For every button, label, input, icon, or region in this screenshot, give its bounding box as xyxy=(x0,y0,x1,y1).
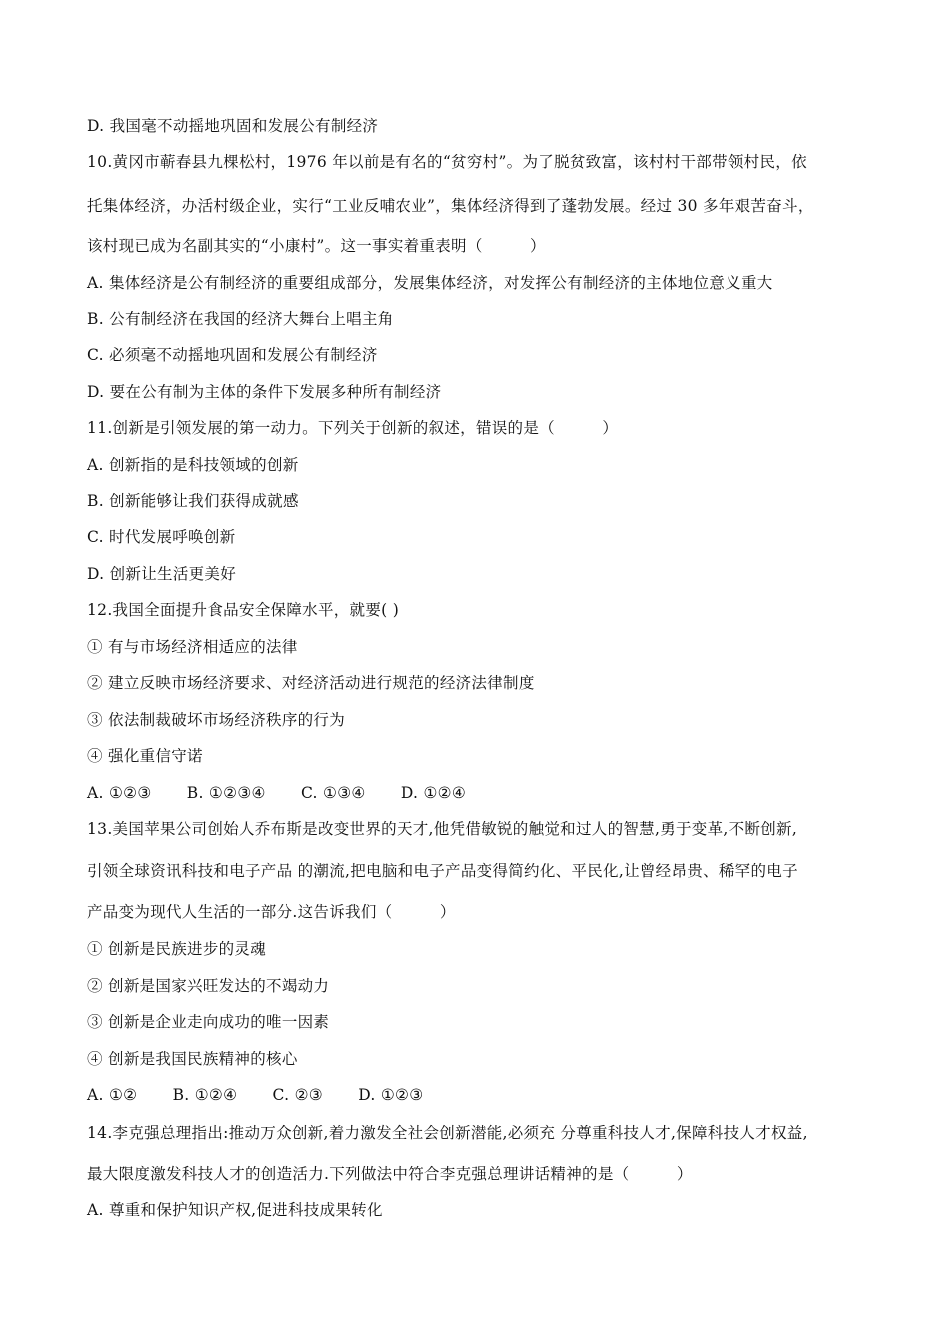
q13-item-2: ② 创新是国家兴旺发达的不竭动力 xyxy=(87,977,330,995)
q14-stem-line-2: 最大限度激发科技人才的创造活力.下列做法中符合李克强总理讲话精神的是（ ） xyxy=(87,1165,693,1183)
q9-option-d: D. 我国毫不动摇地巩固和发展公有制经济 xyxy=(87,117,379,135)
q13-option-d: D. ①②③ xyxy=(358,1086,424,1104)
q13-option-b: B. ①②④ xyxy=(172,1086,238,1104)
q12-option-d: D. ①②④ xyxy=(400,784,467,802)
q10-option-d: D. 要在公有制为主体的条件下发展多种所有制经济 xyxy=(87,383,442,401)
q13-item-3: ③ 创新是企业走向成功的唯一因素 xyxy=(87,1013,330,1031)
q13-options xyxy=(87,1085,453,1105)
q12-option-b: B. ①②③④ xyxy=(186,784,266,802)
q13-stem-line-1: 13.美国苹果公司创始人乔布斯是改变世界的天才,他凭借敏锐的触觉和过人的智慧,勇于变革,不断创新, xyxy=(87,820,798,838)
q13-option-c: C. ②③ xyxy=(272,1086,323,1104)
q12-option-c: C. ①③④ xyxy=(300,784,366,802)
q13-stem-line-3: 产品变为现代人生活的一部分.这告诉我们（ ） xyxy=(87,903,456,921)
q11-option-c: C. 时代发展呼唤创新 xyxy=(87,528,236,546)
q13-option-a: A. ①② xyxy=(87,1086,138,1104)
q10-option-c: C. 必须毫不动摇地巩固和发展公有制经济 xyxy=(87,346,378,364)
q12-item-2: ② 建立反映市场经济要求、对经济活动进行规范的经济法律制度 xyxy=(87,674,535,692)
q10-option-b: B. 公有制经济在我国的经济大舞台上唱主角 xyxy=(87,310,394,328)
q10-stem-line-1: 10.黄冈市蕲春县九棵松村，1976 年以前是有名的“贫穷村”。为了脱贫致富，该村村干部带领村民，依 xyxy=(87,153,807,171)
q11-option-d: D. 创新让生活更美好 xyxy=(87,565,237,583)
q13-stem-line-2: 引领全球资讯科技和电子产品 的潮流,把电脑和电子产品变得简约化、平民化,让曾经昂贵、稀罕的电子 xyxy=(87,862,798,880)
q10-stem-line-2: 托集体经济，办活村级企业，实行“工业反哺农业”，集体经济得到了蓬勃发展。经过 30 多年艰苦奋斗， xyxy=(87,197,814,215)
q12-item-4: ④ 强化重信守诺 xyxy=(87,747,203,765)
q14-stem-line-1: 14.李克强总理指出:推动万众创新,着力激发全社会创新潜能,必须充 分尊重科技人才,保障科技人才权益, xyxy=(87,1124,808,1142)
q14-option-a: A. 尊重和保护知识产权,促进科技成果转化 xyxy=(87,1201,383,1219)
q11-stem: 11.创新是引领发展的第一动力。下列关于创新的叙述，错误的是（ ） xyxy=(87,419,619,437)
q12-item-1: ① 有与市场经济相适应的法律 xyxy=(87,638,298,656)
q12-stem: 12.我国全面提升食品安全保障水平，就要( ) xyxy=(87,601,400,619)
q12-option-a: A. ①②③ xyxy=(87,784,152,802)
q13-item-1: ① 创新是民族进步的灵魂 xyxy=(87,940,267,958)
q10-option-a: A. 集体经济是公有制经济的重要组成部分，发展集体经济，对发挥公有制经济的主体地位意义重大 xyxy=(87,274,773,292)
q12-item-3: ③ 依法制裁破坏市场经济秩序的行为 xyxy=(87,711,346,729)
q12-options xyxy=(87,783,496,803)
q11-option-b: B. 创新能够让我们获得成就感 xyxy=(87,492,299,510)
q10-stem-line-3: 该村现已成为名副其实的“小康村”。这一事实着重表明（ ） xyxy=(87,237,546,255)
q13-item-4: ④ 创新是我国民族精神的核心 xyxy=(87,1050,298,1068)
q11-option-a: A. 创新指的是科技领域的创新 xyxy=(87,456,299,474)
